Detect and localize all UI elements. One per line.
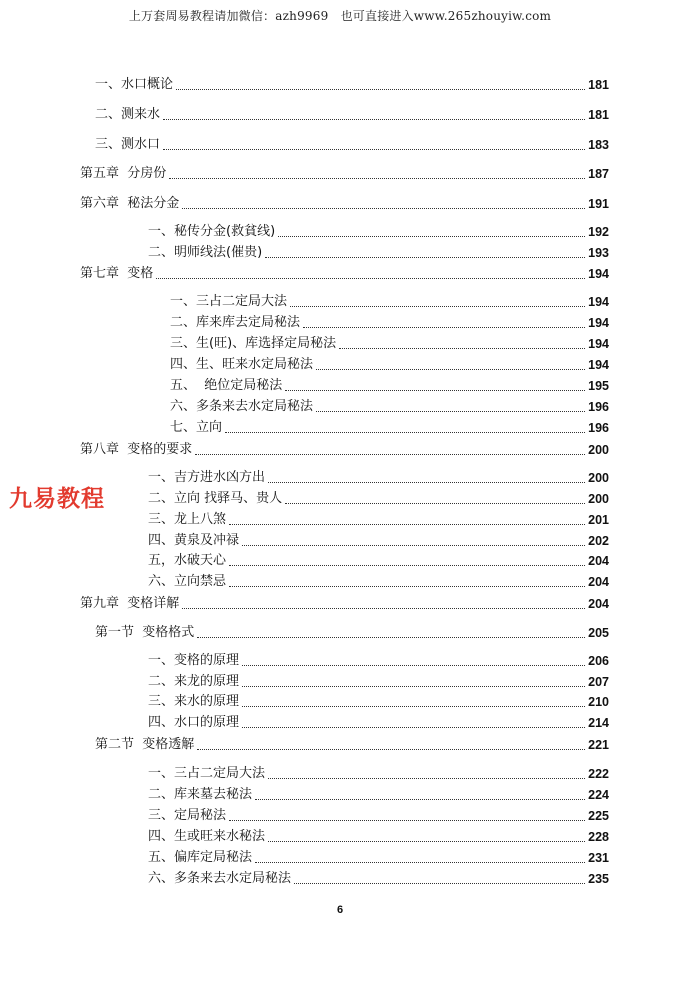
dot-leader <box>182 207 585 209</box>
toc-entry-label: 第六章 秘法分金 <box>80 196 180 211</box>
toc-entry <box>148 694 609 710</box>
toc-entry-page: 205 <box>588 626 609 640</box>
toc-entry-page: 181 <box>588 78 609 92</box>
dot-leader <box>294 882 585 884</box>
toc-entry-page: 195 <box>588 379 609 393</box>
dot-leader <box>255 861 585 863</box>
dot-leader <box>229 523 585 525</box>
toc-entry-page: 204 <box>588 575 609 589</box>
dot-leader <box>195 453 585 455</box>
toc-entry-page: 194 <box>588 337 609 351</box>
toc-entry <box>80 196 609 212</box>
toc-entry <box>148 871 609 887</box>
toc-entry-label: 四、生、旺来水定局秘法 <box>170 357 314 372</box>
toc-entry-label: 六、多条来去水定局秘法 <box>170 399 314 414</box>
toc-entry-page: 221 <box>588 738 609 752</box>
dot-leader <box>268 481 585 483</box>
toc-entry-label: 二、来龙的原理 <box>148 674 240 689</box>
toc-entry-label: 四、黄泉及冲禄 <box>148 533 240 548</box>
dot-leader <box>285 389 585 391</box>
dot-leader <box>268 840 585 842</box>
toc-entry <box>148 224 609 240</box>
dot-leader <box>242 544 585 546</box>
dot-leader <box>197 636 585 638</box>
dot-leader <box>242 726 585 728</box>
toc-entry <box>148 491 609 507</box>
toc-entry <box>148 245 609 261</box>
toc-entry-label: 三、测水口 <box>95 137 161 152</box>
dot-leader <box>229 585 585 587</box>
toc-entry-label: 第二节 变格透解 <box>95 737 195 752</box>
toc-entry <box>95 625 609 641</box>
toc-entry-label: 第八章 变格的要求 <box>80 442 193 457</box>
toc-entry-label: 二、明师线法(催贵) <box>148 245 263 260</box>
toc-entry-label: 三、来水的原理 <box>148 694 240 709</box>
dot-leader <box>229 819 585 821</box>
toc-entry-page: 191 <box>588 197 609 211</box>
toc-entry-page: 194 <box>588 267 609 281</box>
dot-leader <box>303 326 585 328</box>
toc-entry-page: 204 <box>588 554 609 568</box>
dot-leader <box>163 148 585 150</box>
toc-entry <box>170 336 609 352</box>
toc-entry-label: 五、偏库定局秘法 <box>148 850 253 865</box>
toc-entry-page: 183 <box>588 138 609 152</box>
toc-entry <box>148 533 609 549</box>
toc-entry <box>148 715 609 731</box>
toc-entry-page: 200 <box>588 492 609 506</box>
toc-entry-label: 一、三占二定局大法 <box>148 766 266 781</box>
toc-entry-label: 二、立向 找驿马、贵人 <box>148 491 283 506</box>
toc-entry-label: 七、立向 <box>170 420 223 435</box>
toc-entry-label: 五，水破天心 <box>148 553 227 568</box>
toc-entry-label: 三、生(旺)、库选择定局秘法 <box>170 336 337 351</box>
toc-entry <box>148 674 609 690</box>
toc-entry-label: 六、多条来去水定局秘法 <box>148 871 292 886</box>
toc-entry-label: 一、秘传分金(救貧线) <box>148 224 276 239</box>
dot-leader <box>290 305 585 307</box>
dot-leader <box>242 664 585 666</box>
toc-entry-label: 六、立向禁忌 <box>148 574 227 589</box>
dot-leader <box>163 118 585 120</box>
dot-leader <box>225 431 585 433</box>
toc-entry <box>148 512 609 528</box>
dot-leader <box>176 88 585 90</box>
toc-entry-page: 196 <box>588 421 609 435</box>
toc-entry-page: 194 <box>588 316 609 330</box>
dot-leader <box>169 177 585 179</box>
toc-entry <box>148 653 609 669</box>
toc-entry-label: 三、龙上八煞 <box>148 512 227 527</box>
toc-entry-label: 一、三占二定局大法 <box>170 294 288 309</box>
toc-entry <box>80 166 609 182</box>
toc-entry-page: 200 <box>588 443 609 457</box>
toc-entry <box>148 766 609 782</box>
toc-entry <box>170 315 609 331</box>
toc-entry-page: 181 <box>588 108 609 122</box>
toc-entry <box>148 553 609 569</box>
toc-entry <box>95 77 609 93</box>
toc-entry-label: 一、水口概论 <box>95 77 174 92</box>
toc-entry-page: 228 <box>588 830 609 844</box>
toc-entry-page: 207 <box>588 675 609 689</box>
toc-entry-label: 二、库来库去定局秘法 <box>170 315 301 330</box>
toc-entry <box>148 808 609 824</box>
toc-entry <box>95 107 609 123</box>
dot-leader <box>197 748 585 750</box>
toc-entry-page: 194 <box>588 295 609 309</box>
toc-entry-page: 225 <box>588 809 609 823</box>
toc-entry-label: 一、变格的原理 <box>148 653 240 668</box>
toc-entry-page: 194 <box>588 358 609 372</box>
toc-entry <box>148 470 609 486</box>
toc-entry <box>80 442 609 458</box>
toc-entry <box>148 850 609 866</box>
toc-entry <box>170 294 609 310</box>
toc-entry-label: 二、库来墓去秘法 <box>148 787 253 802</box>
dot-leader <box>242 685 585 687</box>
toc-entry-page: 204 <box>588 597 609 611</box>
toc-entry <box>170 399 609 415</box>
toc-entry-label: 一、吉方进水凶方出 <box>148 470 266 485</box>
toc-entry-page: 214 <box>588 716 609 730</box>
toc-entry-label: 四、水口的原理 <box>148 715 240 730</box>
toc-entry-page: 201 <box>588 513 609 527</box>
toc-entry-page: 200 <box>588 471 609 485</box>
toc-entry-label: 第七章 变格 <box>80 266 154 281</box>
dot-leader <box>339 347 585 349</box>
toc-entry <box>95 737 609 753</box>
toc-entry <box>170 420 609 436</box>
toc-entry <box>148 829 609 845</box>
toc-entry <box>148 787 609 803</box>
dot-leader <box>255 798 585 800</box>
toc-entry-page: 193 <box>588 246 609 260</box>
dot-leader <box>316 368 585 370</box>
toc-entry-label: 第九章 变格详解 <box>80 596 180 611</box>
toc-entry <box>95 137 609 153</box>
toc-entry-page: 206 <box>588 654 609 668</box>
dot-leader <box>265 256 585 258</box>
toc-entry-page: 224 <box>588 788 609 802</box>
toc-entry <box>80 596 609 612</box>
toc-entry-page: 235 <box>588 872 609 886</box>
dot-leader <box>278 235 585 237</box>
dot-leader <box>156 277 585 279</box>
toc-entry-label: 第一节 变格格式 <box>95 625 195 640</box>
watermark-logo: 九易教程 <box>9 486 105 512</box>
dot-leader <box>268 777 585 779</box>
toc-entry-page: 202 <box>588 534 609 548</box>
dot-leader <box>182 607 585 609</box>
toc-entry-label: 三、定局秘法 <box>148 808 227 823</box>
dot-leader <box>316 410 585 412</box>
dot-leader <box>285 502 585 504</box>
toc-entry-label: 五、 绝位定局秘法 <box>170 378 283 393</box>
toc-entry-label: 第五章 分房份 <box>80 166 167 181</box>
toc-entry-page: 210 <box>588 695 609 709</box>
toc-entry-page: 192 <box>588 225 609 239</box>
dot-leader <box>242 705 585 707</box>
toc-entry-label: 四、生或旺来水秘法 <box>148 829 266 844</box>
toc-entry-label: 二、测来水 <box>95 107 161 122</box>
toc-entry <box>170 378 609 394</box>
page-number: 6 <box>336 904 344 916</box>
toc-entry-page: 187 <box>588 167 609 181</box>
toc-entry-page: 196 <box>588 400 609 414</box>
toc-entry <box>80 266 609 282</box>
toc-entry <box>148 574 609 590</box>
header-banner: 上万套周易教程请加微信：azh9969 也可直接进入www.265zhouyiw.com <box>128 9 552 23</box>
toc-entry <box>170 357 609 373</box>
toc-entry-page: 231 <box>588 851 609 865</box>
dot-leader <box>229 564 585 566</box>
toc-entry-page: 222 <box>588 767 609 781</box>
